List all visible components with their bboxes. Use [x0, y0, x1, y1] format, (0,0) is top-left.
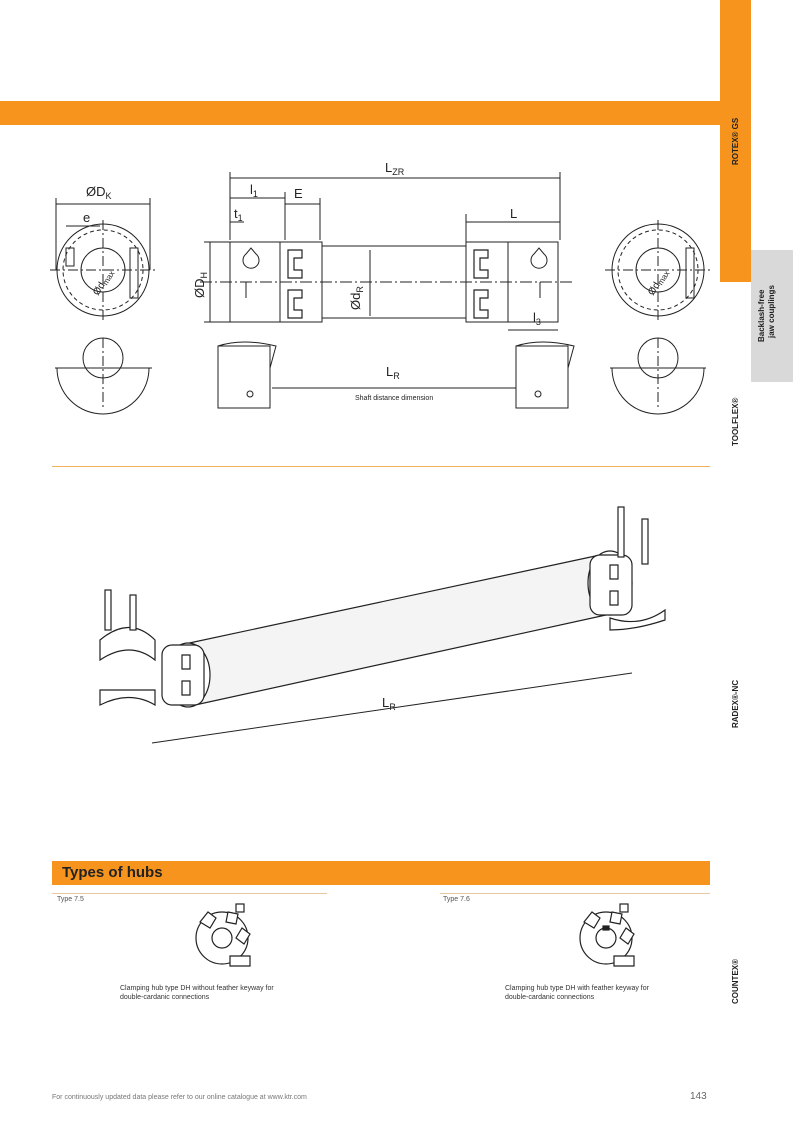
hub-description-line1: Clamping hub type DH without feather keyway for	[120, 985, 274, 992]
svg-text:l1	[250, 182, 258, 199]
hub-type-label: Type 7.6	[443, 896, 470, 903]
label-e: e	[83, 210, 91, 225]
label-t1-sub: 1	[237, 213, 243, 223]
label-l1: l	[250, 182, 253, 197]
hub-description-line2: double-cardanic connections	[120, 994, 210, 1001]
label-dh: ØD	[192, 278, 207, 298]
svg-text:ØdR	[348, 286, 365, 310]
hub-description	[120, 984, 320, 1002]
hub-type-label: Type 7.5	[57, 896, 84, 903]
label-l3-sub: 3	[535, 317, 541, 327]
label-L: L	[510, 206, 518, 221]
hub-description	[505, 984, 705, 1002]
svg-text:t1	[234, 206, 243, 223]
side-tab-label-backlash: Backlash-free	[757, 289, 766, 342]
side-tab-rotex-gs[interactable]: ROTEX® GS	[731, 117, 740, 165]
label-lr: L	[386, 364, 394, 379]
svg-text:LZR	[385, 160, 405, 177]
label-dmax-left-sub: max	[100, 269, 117, 287]
side-tab-radex-nc[interactable]: RADEX®-NC	[731, 679, 740, 728]
label-lzr-sub: ZR	[392, 167, 405, 177]
label-dr-sub: R	[355, 286, 365, 293]
hub-illustration-type-7-6	[566, 898, 646, 970]
label-l3: l	[533, 310, 536, 325]
svg-text:LR	[382, 695, 396, 712]
hub-divider-right	[440, 893, 710, 894]
svg-text:Ødmax	[646, 268, 671, 299]
side-tab-label-jaw: jaw couplings	[767, 285, 776, 338]
hub-divider-left	[52, 893, 327, 894]
label-t1: t	[234, 206, 238, 221]
hub-description-line1: Clamping hub type DH with feather keyway for	[505, 985, 649, 992]
hubs-section-title: Types of hubs	[62, 864, 163, 881]
label-dk-sub: K	[105, 191, 112, 201]
hub-illustration-type-7-5	[182, 898, 262, 970]
technical-drawing	[0, 150, 720, 420]
svg-text:ØDH	[192, 272, 209, 298]
side-tab-toolflex[interactable]: TOOLFLEX®	[731, 397, 740, 446]
hub-description-line2: double-cardanic connections	[505, 994, 595, 1001]
shaft-distance-label: Shaft distance dimension	[355, 395, 434, 402]
label-dmax-right: Ød	[646, 280, 663, 298]
label-dr: Ød	[348, 292, 363, 310]
footer-note: For continuously updated data please refer to our online catalogue at www.ktr.com	[52, 1094, 307, 1101]
label-dmax-left: Ød	[91, 280, 108, 298]
iso-label-lr-sub: R	[389, 702, 396, 712]
page-number: 143	[690, 1091, 707, 1102]
svg-text:l3	[533, 310, 541, 327]
header-accent-bar	[0, 101, 720, 125]
svg-text:ØDK	[86, 184, 112, 201]
svg-text:LR	[386, 364, 400, 381]
label-l1-sub: 1	[252, 189, 258, 199]
label-dh-sub: H	[199, 272, 209, 279]
label-E: E	[294, 186, 303, 201]
section-divider	[52, 466, 710, 467]
label-dmax-right-sub: max	[655, 269, 672, 287]
side-tab-countex[interactable]: COUNTEX®	[731, 958, 740, 1004]
isometric-illustration	[70, 495, 690, 765]
svg-text:Ødmax	[91, 268, 116, 299]
label-dk: ØD	[86, 184, 106, 199]
label-lr-sub: R	[393, 371, 400, 381]
label-lzr: L	[385, 160, 393, 175]
iso-label-lr: L	[382, 695, 390, 710]
